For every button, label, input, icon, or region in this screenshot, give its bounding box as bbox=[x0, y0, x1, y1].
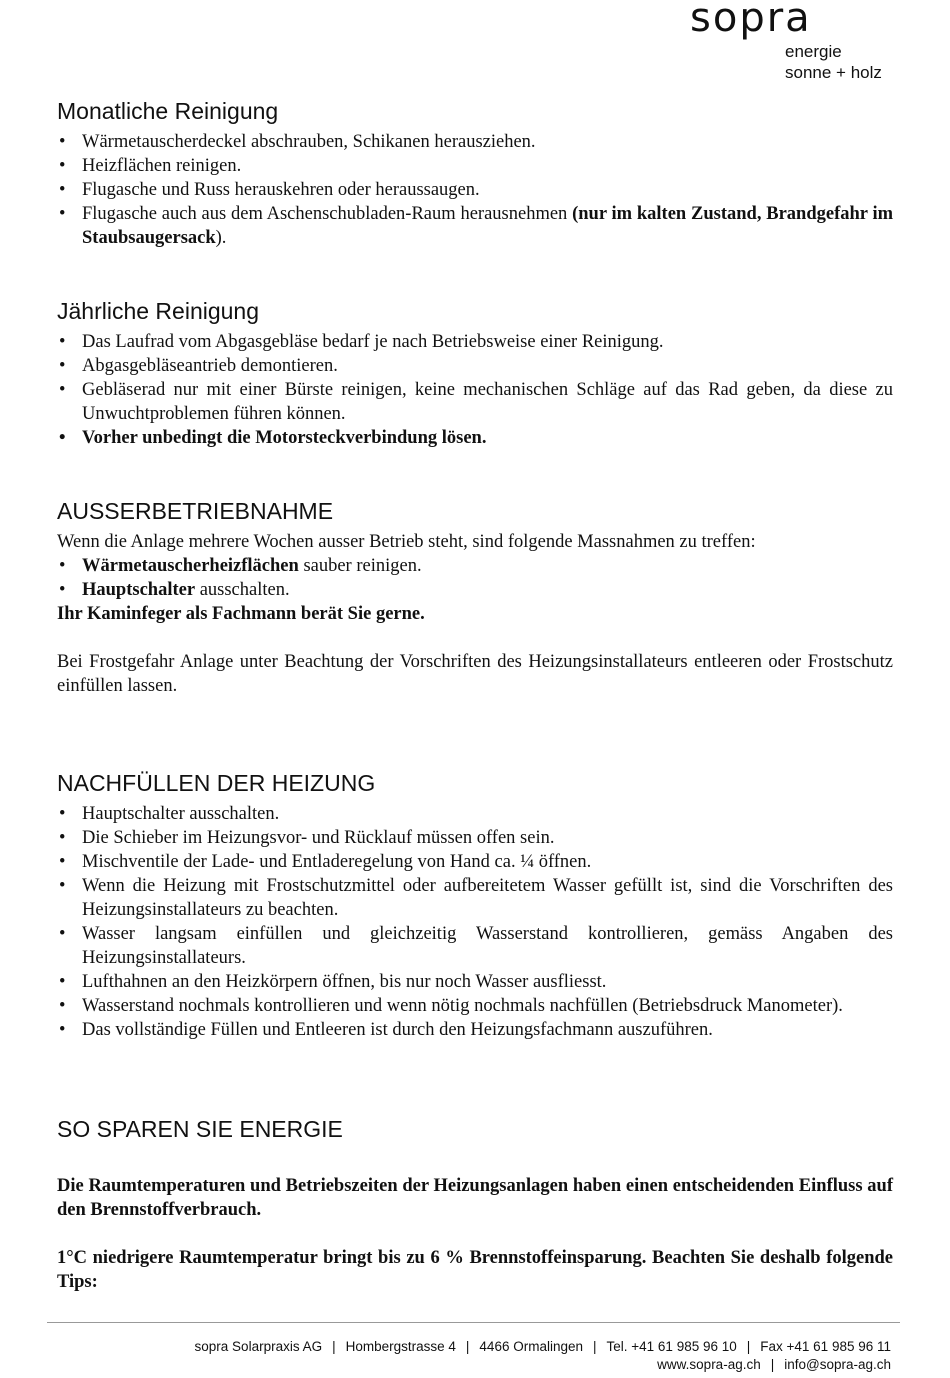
list-item: • Heizflächen reinigen. bbox=[57, 154, 893, 178]
document-body bbox=[57, 96, 893, 1294]
logo-tagline-2: sonne + holz bbox=[785, 63, 882, 82]
footer-city: 4466 Ormalingen bbox=[479, 1339, 583, 1354]
footer-street: Hombergstrasse 4 bbox=[345, 1339, 456, 1354]
footer-company: sopra Solarpraxis AG bbox=[194, 1339, 323, 1354]
list-item-text-end: ). bbox=[215, 228, 227, 248]
section-title-yearly: Jährliche Reinigung bbox=[57, 298, 260, 324]
shutdown-intro: Wenn die Anlage mehrere Wochen ausser Betrieb steht, sind folgende Massnahmen zu treffen: bbox=[57, 532, 756, 552]
section-title-monthly: Monatliche Reinigung bbox=[57, 98, 279, 124]
section-title-shutdown: AUSSERBETRIEBNAHME bbox=[57, 498, 334, 524]
footer-separator: | bbox=[332, 1339, 336, 1354]
footer-fax: Fax +41 61 985 96 11 bbox=[760, 1339, 891, 1354]
list-item-warning: • Vorher unbedingt die Motorsteckverbindung lösen. bbox=[57, 426, 893, 450]
list-item-text: sauber reinigen. bbox=[298, 556, 422, 576]
list-item-keyword: Wärmetauscherheizflächen bbox=[82, 556, 299, 576]
list-item bbox=[57, 202, 893, 250]
refill-list bbox=[57, 802, 893, 1042]
section-yearly-cleaning bbox=[57, 296, 893, 450]
list-item: • Mischventile der Lade- und Entladeregelung von Hand ca. ¼ öffnen. bbox=[57, 850, 893, 874]
footer-phone: Tel. +41 61 985 96 10 bbox=[606, 1339, 737, 1354]
list-item: • Abgasgebläseantrieb demontieren. bbox=[57, 354, 893, 378]
list-item-text: Flugasche auch aus dem Aschenschubladen-Raum herausnehmen bbox=[82, 204, 573, 224]
footer-address-line bbox=[47, 1338, 891, 1356]
footer-divider bbox=[47, 1322, 900, 1323]
footer-contact-line bbox=[47, 1356, 891, 1374]
footer-separator: | bbox=[593, 1339, 597, 1354]
list-item: • Das vollständige Füllen und Entleeren ist durch den Heizungsfachmann auszuführen. bbox=[57, 1018, 893, 1042]
section-shutdown bbox=[57, 496, 893, 698]
company-logo bbox=[690, 0, 890, 86]
list-item: • Das Laufrad vom Abgasgebläse bedarf je nach Betriebsweise einer Reinigung. bbox=[57, 330, 893, 354]
energy-paragraph-2: 1°C niedrigere Raumtemperatur bringt bis zu 6 % Brennstoffeinsparung. Beachten Sie deshalb folgende Tips: bbox=[57, 1248, 893, 1292]
list-item: • Wenn die Heizung mit Frostschutzmittel oder aufbereitetem Wasser gefüllt ist, sind die Vorschriften des Heizungsinstallateurs zu beachten. bbox=[57, 874, 893, 922]
energy-paragraph-1: Die Raumtemperaturen und Betriebszeiten der Heizungsanlagen haben einen entscheidenden Einfluss auf den Brennstoffverbrauch. bbox=[57, 1176, 893, 1220]
footer-website[interactable]: www.sopra-ag.ch bbox=[657, 1357, 761, 1372]
list-item: • Wasser langsam einfüllen und gleichzeitig Wasserstand kontrollieren, gemäss Angaben des Heizungsinstallateurs. bbox=[57, 922, 893, 970]
frost-note: Bei Frostgefahr Anlage unter Beachtung der Vorschriften des Heizungsinstallateurs entleeren oder Frostschutz einfüllen lassen. bbox=[57, 652, 893, 696]
list-item bbox=[57, 578, 893, 602]
section-title-energy: SO SPAREN SIE ENERGIE bbox=[57, 1116, 343, 1142]
yearly-list bbox=[57, 330, 893, 450]
list-item: • Flugasche und Russ herauskehren oder heraussaugen. bbox=[57, 178, 893, 202]
list-item: • Die Schieber im Heizungsvor- und Rücklauf müssen offen sein. bbox=[57, 826, 893, 850]
section-title-refill: NACHFÜLLEN DER HEIZUNG bbox=[57, 770, 376, 796]
list-item: • Gebläserad nur mit einer Bürste reinigen, keine mechanischen Schläge auf das Rad geben, da diese zu Unwuchtproblemen führen können. bbox=[57, 378, 893, 426]
footer-separator: | bbox=[770, 1357, 775, 1372]
footer-separator: | bbox=[746, 1339, 751, 1354]
list-item bbox=[57, 554, 893, 578]
footer-separator: | bbox=[465, 1339, 470, 1354]
section-refill bbox=[57, 768, 893, 1042]
section-energy-saving bbox=[57, 1114, 893, 1294]
list-item-text: ausschalten. bbox=[195, 580, 290, 600]
list-item: • Wasserstand nochmals kontrollieren und wenn nötig nochmals nachfüllen (Betriebsdruck Manometer). bbox=[57, 994, 893, 1018]
section-monthly-cleaning bbox=[57, 96, 893, 250]
list-item: • Lufthahnen an den Heizkörpern öffnen, bis nur noch Wasser ausfliesst. bbox=[57, 970, 893, 994]
monthly-list bbox=[57, 130, 893, 250]
list-item-keyword: Hauptschalter bbox=[82, 580, 196, 600]
shutdown-advice: Ihr Kaminfeger als Fachmann berät Sie gerne. bbox=[57, 604, 425, 624]
list-item: • Hauptschalter ausschalten. bbox=[57, 802, 893, 826]
list-item-warning: (nur im kalten Zustand, Brandgefahr im Staubsaugersack bbox=[82, 204, 893, 248]
footer-email[interactable]: info@sopra-ag.ch bbox=[784, 1357, 891, 1372]
logo-tagline-1: energie bbox=[785, 42, 842, 61]
shutdown-list bbox=[57, 554, 893, 602]
page-footer bbox=[47, 1338, 891, 1374]
list-item: • Wärmetauscherdeckel abschrauben, Schikanen herausziehen. bbox=[57, 130, 893, 154]
logo-wordmark: sopra bbox=[690, 0, 812, 41]
